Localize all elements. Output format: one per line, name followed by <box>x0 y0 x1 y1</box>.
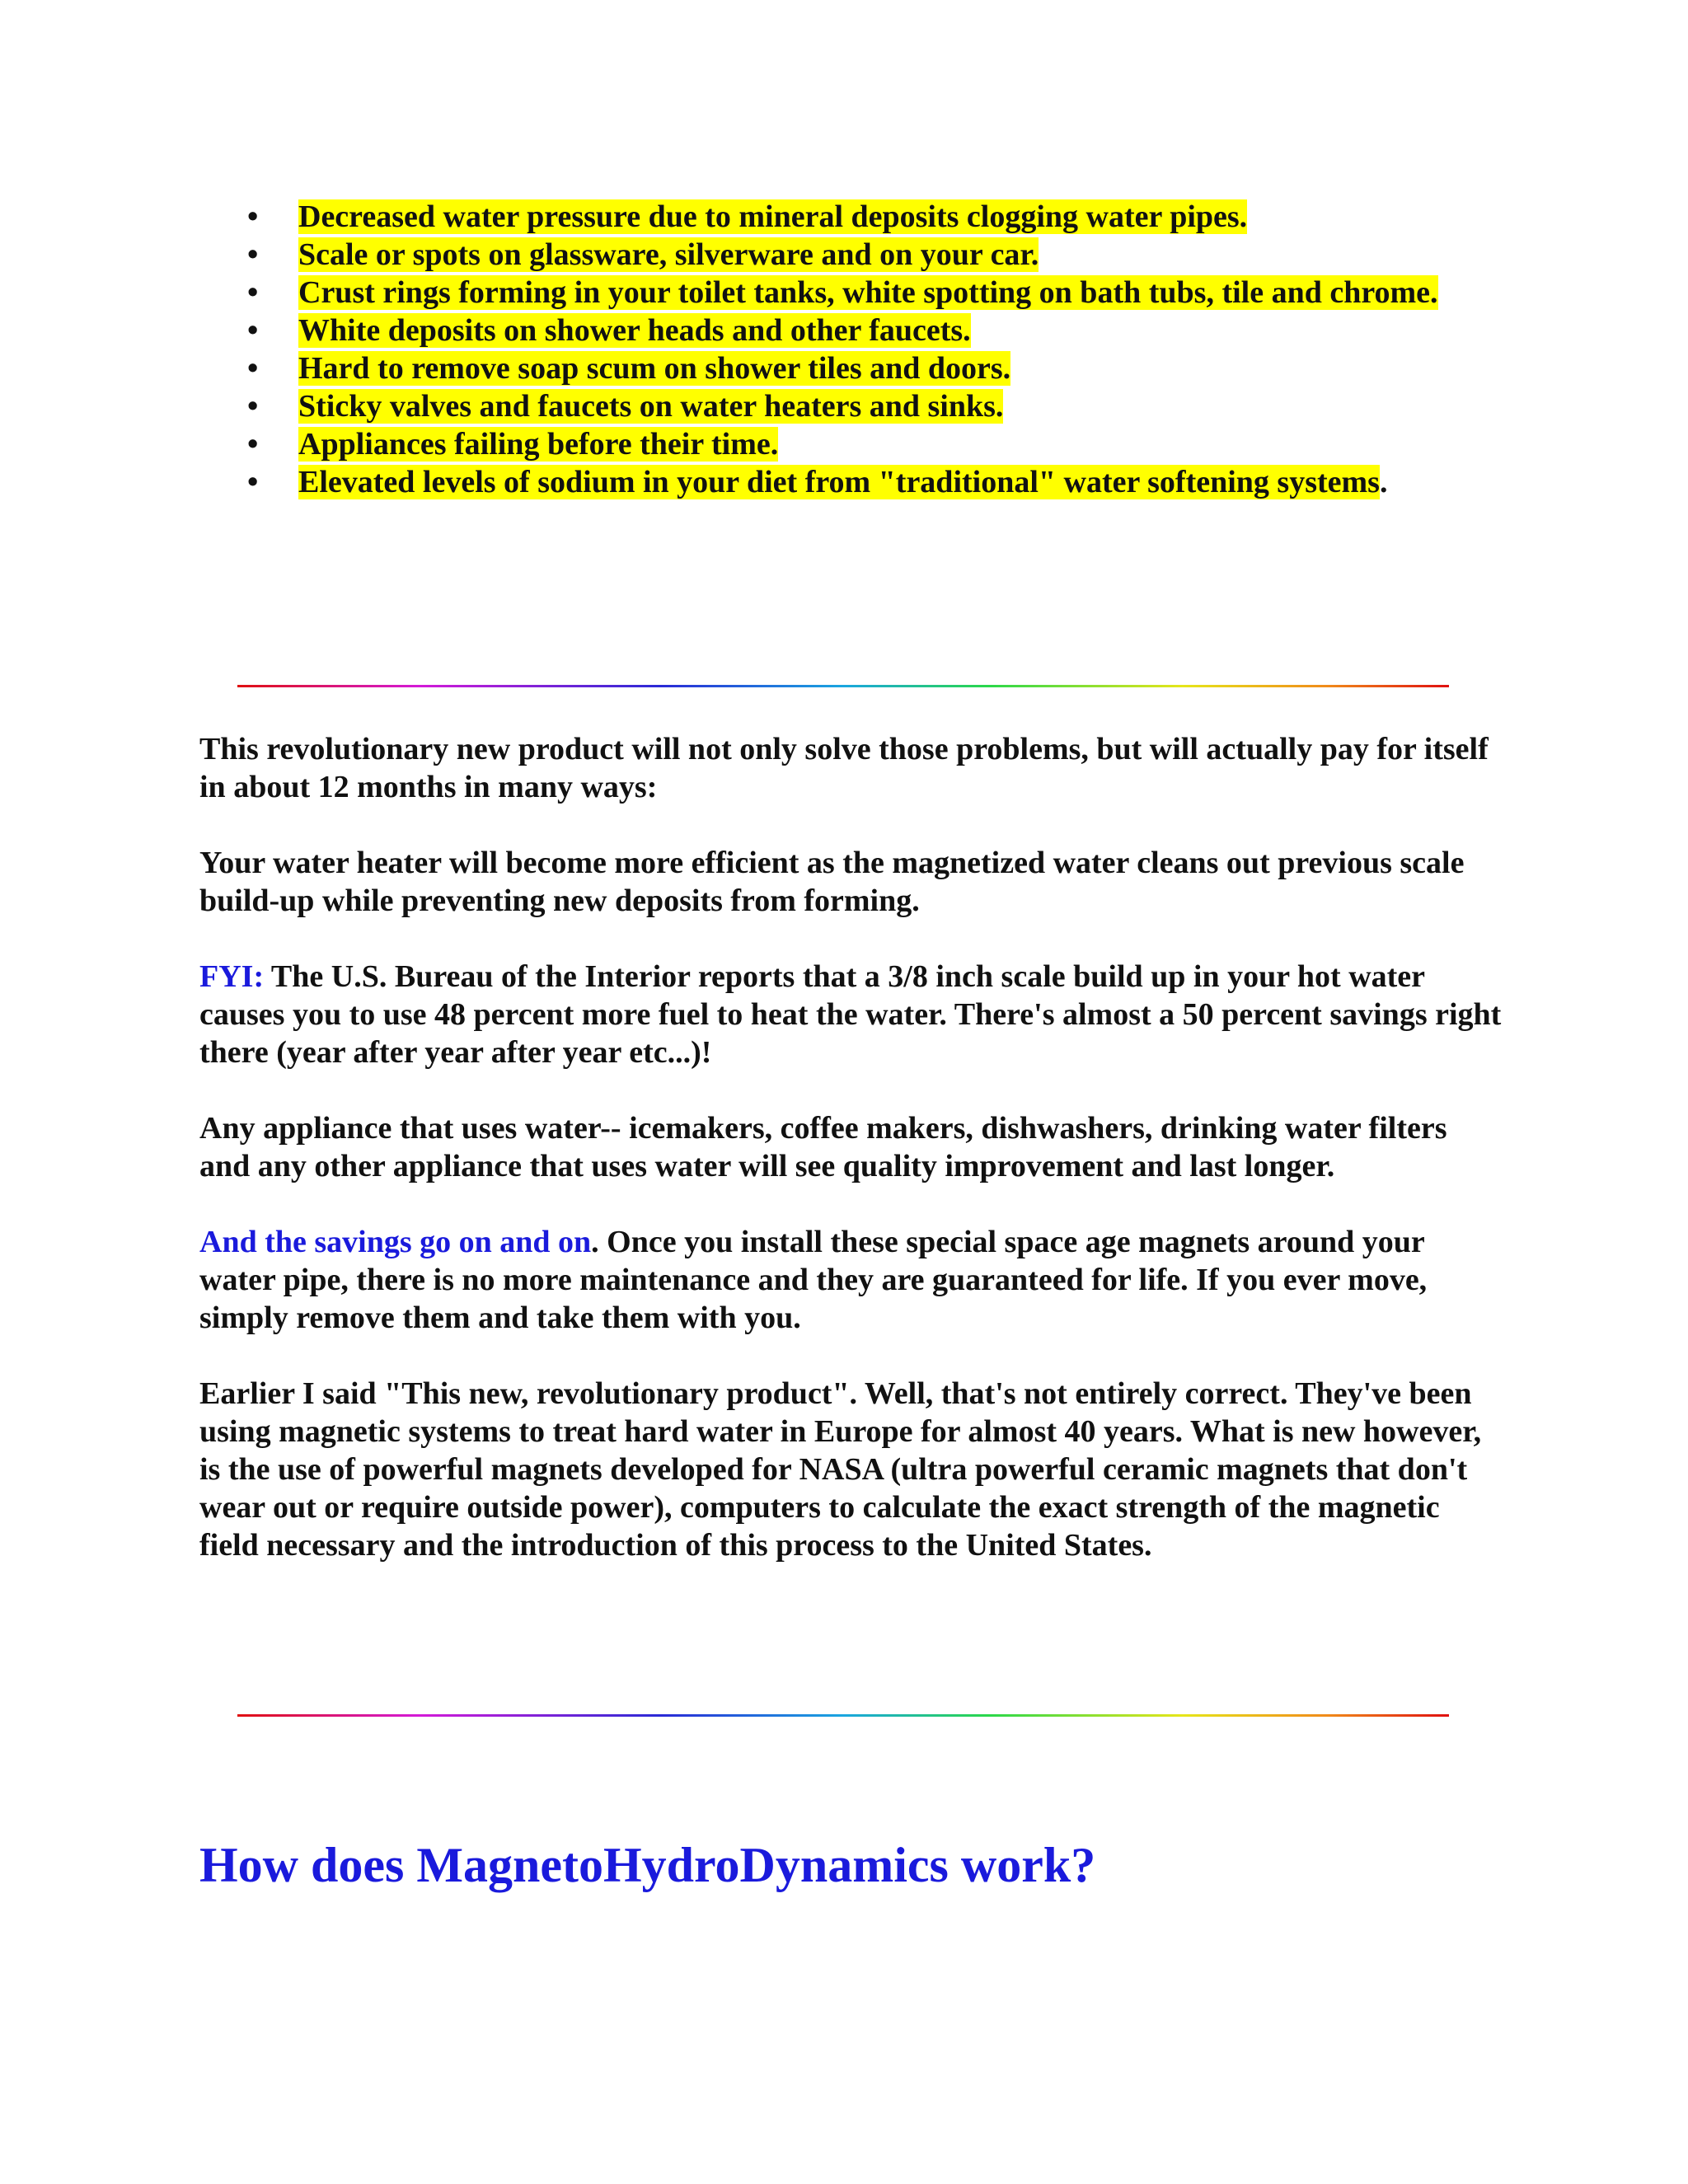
problem-list <box>247 198 1484 501</box>
list-item <box>247 387 1484 425</box>
bullet-icon: • <box>247 199 259 234</box>
bullet-icon: • <box>247 389 259 424</box>
list-item-text: Crust rings forming in your toilet tanks, white spotting on bath tubs, tile and chrome. <box>298 275 1438 310</box>
paragraph-savings <box>199 1223 1502 1337</box>
bullet-icon: • <box>247 351 259 386</box>
paragraph-intro: This revolutionary new product will not only solve those problems, but will actually pay for itself in about 12 months in many ways: <box>199 732 1489 804</box>
paragraph-history: Earlier I said "This new, revolutionary product". Well, that's not entirely correct. They've been using magnetic systems to treat hard water in Europe for almost 40 years. What is new however, is the use of powerful magnets developed for NASA (ultra powerful ceramic magnets that don't wear out or require outside power), computers to calculate the exact strength of the magnetic field necessary and the introduction of this process to the United States. <box>199 1376 1482 1563</box>
list-item <box>247 425 1484 463</box>
section-heading: How does MagnetoHydroDynamics work? <box>199 1838 1096 1892</box>
list-item-text: Elevated levels of sodium in your diet from "traditional" water softening systems <box>298 465 1380 499</box>
bullet-icon: • <box>247 313 259 348</box>
savings-text: . Once you install these special space age magnets around your water pipe, there is no more maintenance and they are guaranteed for life. If you ever move, simply remove them and take them with you. <box>199 1225 1428 1335</box>
list-item-text: Scale or spots on glassware, silverware and on your car. <box>298 237 1039 272</box>
list-item-trailing-period: . <box>1379 465 1388 499</box>
list-item <box>247 236 1484 274</box>
paragraph-water-heater: Your water heater will become more efficient as the magnetized water cleans out previous scale build-up while preventing new deposits from forming. <box>199 846 1465 918</box>
paragraph-appliances: Any appliance that uses water-- icemakers, coffee makers, dishwashers, drinking water filters and any other appliance that uses water will see quality improvement and last longer. <box>199 1111 1447 1183</box>
fyi-text: The U.S. Bureau of the Interior reports that a 3/8 inch scale build up in your hot water causes you to use 48 percent more fuel to heat the water. There's almost a 50 percent savings right there (year after year after year etc...)! <box>199 959 1502 1070</box>
bullet-icon: • <box>247 465 259 499</box>
bullet-icon: • <box>247 427 259 462</box>
list-item-text: Sticky valves and faucets on water heaters and sinks. <box>298 389 1004 424</box>
paragraph-fyi <box>199 958 1502 1071</box>
bullet-icon: • <box>247 237 259 272</box>
list-item <box>247 349 1484 387</box>
list-item <box>247 463 1484 501</box>
rainbow-divider <box>237 685 1449 687</box>
list-item-text: White deposits on shower heads and other faucets. <box>298 313 971 348</box>
list-item-text: Hard to remove soap scum on shower tiles and doors. <box>298 351 1011 386</box>
list-item <box>247 274 1484 312</box>
fyi-label: FYI: <box>199 959 265 994</box>
body-text <box>199 730 1502 1602</box>
bullet-icon: • <box>247 275 259 310</box>
list-item-text: Decreased water pressure due to mineral deposits clogging water pipes. <box>298 199 1248 234</box>
savings-lead: And the savings go on and on <box>199 1225 592 1259</box>
list-item <box>247 312 1484 349</box>
list-item-text: Appliances failing before their time. <box>298 427 779 462</box>
list-item <box>247 198 1484 236</box>
rainbow-divider <box>237 1714 1449 1717</box>
